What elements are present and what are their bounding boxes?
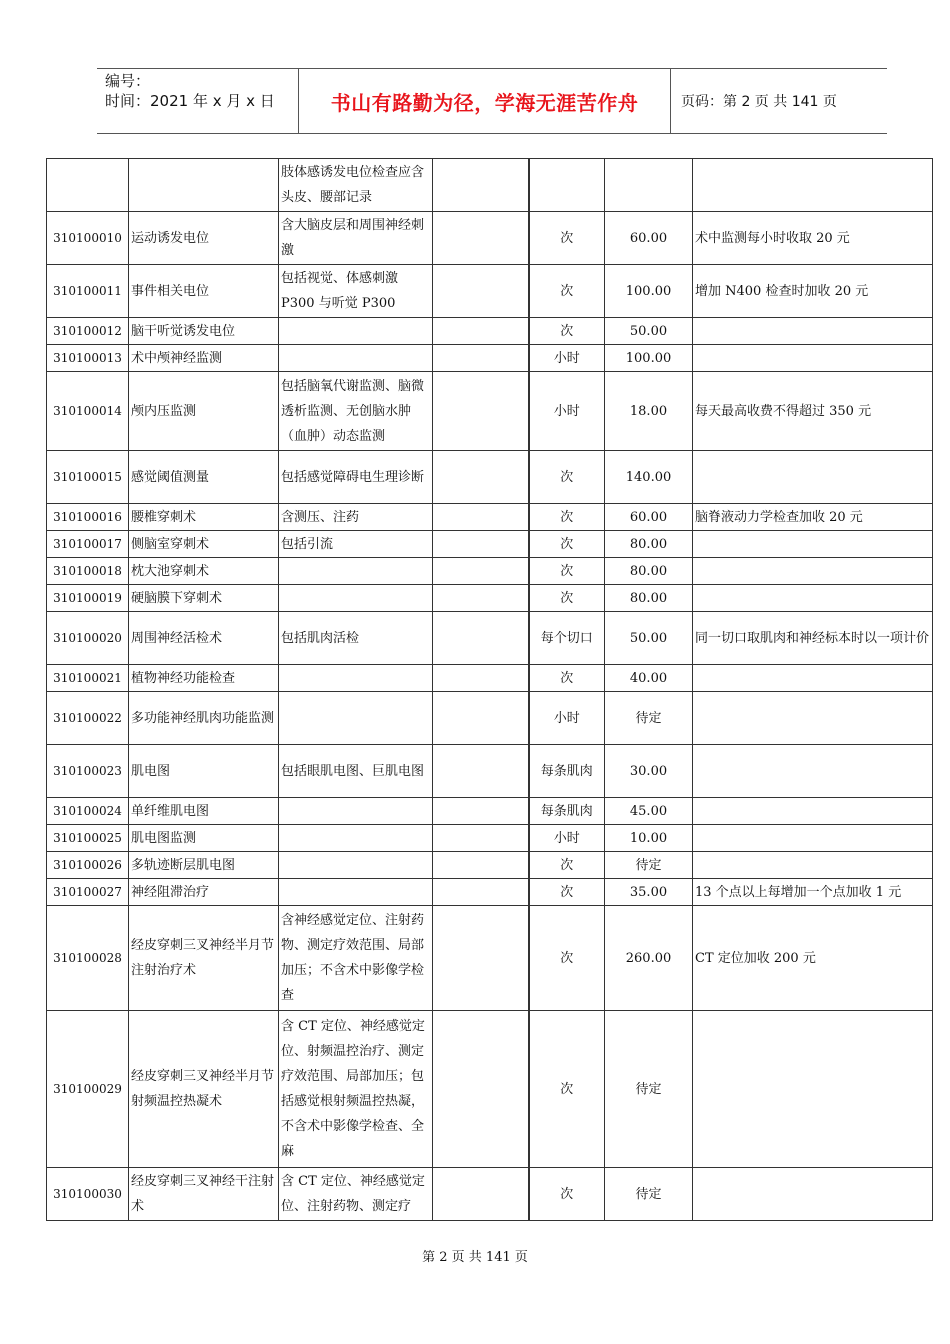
item-price-cell: 30.00 bbox=[605, 745, 693, 798]
item-name-cell: 硬脑膜下穿刺术 bbox=[129, 585, 279, 612]
item-note-cell bbox=[693, 318, 933, 345]
item-code-cell: 310100018 bbox=[47, 558, 129, 585]
item-exclusion-cell bbox=[433, 451, 529, 504]
item-price-cell: 100.00 bbox=[605, 265, 693, 318]
item-exclusion-cell bbox=[433, 345, 529, 372]
item-unit-cell: 次 bbox=[529, 852, 605, 879]
item-note-cell: 脑脊液动力学检查加收 20 元 bbox=[693, 504, 933, 531]
item-note-cell bbox=[693, 585, 933, 612]
item-code-cell: 310100011 bbox=[47, 265, 129, 318]
item-content-cell bbox=[279, 558, 433, 585]
item-note-cell bbox=[693, 159, 933, 212]
item-exclusion-cell bbox=[433, 1011, 529, 1168]
item-exclusion-cell bbox=[433, 212, 529, 265]
item-code-cell: 310100017 bbox=[47, 531, 129, 558]
item-exclusion-cell bbox=[433, 504, 529, 531]
item-content-cell: 包括脑氧代谢监测、脑微透析监测、无创脑水肿（血肿）动态监测 bbox=[279, 372, 433, 451]
table-row bbox=[47, 612, 933, 665]
item-name-cell: 经皮穿刺三叉神经半月节注射治疗术 bbox=[129, 906, 279, 1011]
item-content-cell: 含 CT 定位、神经感觉定位、射频温控治疗、测定疗效范围、局部加压；包括感觉根射频温控热凝，不含术中影像学检查、全麻 bbox=[279, 1011, 433, 1168]
item-unit-cell: 次 bbox=[529, 665, 605, 692]
item-name-cell: 枕大池穿刺术 bbox=[129, 558, 279, 585]
table-row bbox=[47, 372, 933, 451]
table-row bbox=[47, 318, 933, 345]
item-name-cell: 脑干听觉诱发电位 bbox=[129, 318, 279, 345]
item-content-cell: 含测压、注药 bbox=[279, 504, 433, 531]
item-content-cell bbox=[279, 585, 433, 612]
item-exclusion-cell bbox=[433, 692, 529, 745]
table-row bbox=[47, 1011, 933, 1168]
table-row bbox=[47, 451, 933, 504]
item-unit-cell: 次 bbox=[529, 265, 605, 318]
item-content-cell bbox=[279, 852, 433, 879]
item-unit-cell: 每条肌肉 bbox=[529, 745, 605, 798]
item-price-cell: 80.00 bbox=[605, 585, 693, 612]
item-unit-cell: 次 bbox=[529, 1011, 605, 1168]
item-note-cell bbox=[693, 692, 933, 745]
item-unit-cell: 次 bbox=[529, 504, 605, 531]
item-unit-cell: 小时 bbox=[529, 692, 605, 745]
item-note-cell bbox=[693, 345, 933, 372]
item-unit-cell: 小时 bbox=[529, 372, 605, 451]
item-code-cell: 310100016 bbox=[47, 504, 129, 531]
table-row bbox=[47, 585, 933, 612]
item-exclusion-cell bbox=[433, 825, 529, 852]
item-unit-cell: 小时 bbox=[529, 825, 605, 852]
item-name-cell: 经皮穿刺三叉神经干注射术 bbox=[129, 1168, 279, 1221]
item-name-cell bbox=[129, 159, 279, 212]
item-exclusion-cell bbox=[433, 318, 529, 345]
item-content-cell: 含 CT 定位、神经感觉定位、注射药物、测定疗 bbox=[279, 1168, 433, 1221]
item-price-cell: 260.00 bbox=[605, 906, 693, 1011]
item-exclusion-cell bbox=[433, 745, 529, 798]
table-row bbox=[47, 504, 933, 531]
item-content-cell bbox=[279, 798, 433, 825]
item-price-cell: 80.00 bbox=[605, 531, 693, 558]
table-row bbox=[47, 665, 933, 692]
table-row bbox=[47, 798, 933, 825]
item-name-cell: 颅内压监测 bbox=[129, 372, 279, 451]
item-price-cell: 待定 bbox=[605, 1168, 693, 1221]
item-unit-cell: 次 bbox=[529, 531, 605, 558]
page-header bbox=[97, 68, 887, 134]
item-note-cell: 每天最高收费不得超过 350 元 bbox=[693, 372, 933, 451]
item-exclusion-cell bbox=[433, 159, 529, 212]
item-price-cell: 18.00 bbox=[605, 372, 693, 451]
item-code-cell: 310100028 bbox=[47, 906, 129, 1011]
item-content-cell bbox=[279, 879, 433, 906]
table-row bbox=[47, 852, 933, 879]
item-unit-cell: 次 bbox=[529, 906, 605, 1011]
item-exclusion-cell bbox=[433, 372, 529, 451]
item-price-cell: 40.00 bbox=[605, 665, 693, 692]
item-code-cell: 310100023 bbox=[47, 745, 129, 798]
table-row bbox=[47, 1168, 933, 1221]
serial-label: 编号： bbox=[105, 72, 151, 90]
time-label: 时间：2021 年 x 月 x 日 bbox=[105, 92, 275, 110]
item-price-cell: 待定 bbox=[605, 1011, 693, 1168]
item-price-cell: 45.00 bbox=[605, 798, 693, 825]
item-content-cell bbox=[279, 345, 433, 372]
table-row bbox=[47, 692, 933, 745]
item-unit-cell: 次 bbox=[529, 879, 605, 906]
fee-table bbox=[46, 158, 933, 1221]
item-name-cell: 植物神经功能检查 bbox=[129, 665, 279, 692]
item-name-cell: 肌电图监测 bbox=[129, 825, 279, 852]
item-code-cell: 310100027 bbox=[47, 879, 129, 906]
item-exclusion-cell bbox=[433, 906, 529, 1011]
item-unit-cell: 小时 bbox=[529, 345, 605, 372]
item-note-cell: 术中监测每小时收取 20 元 bbox=[693, 212, 933, 265]
table-row bbox=[47, 265, 933, 318]
item-exclusion-cell bbox=[433, 852, 529, 879]
item-name-cell: 运动诱发电位 bbox=[129, 212, 279, 265]
item-note-cell bbox=[693, 852, 933, 879]
item-code-cell: 310100015 bbox=[47, 451, 129, 504]
item-name-cell: 多轨迹断层肌电图 bbox=[129, 852, 279, 879]
item-unit-cell: 次 bbox=[529, 212, 605, 265]
item-name-cell: 经皮穿刺三叉神经半月节射频温控热凝术 bbox=[129, 1011, 279, 1168]
table-row bbox=[47, 212, 933, 265]
item-content-cell: 含大脑皮层和周围神经刺激 bbox=[279, 212, 433, 265]
item-note-cell bbox=[693, 451, 933, 504]
item-content-cell: 含神经感觉定位、注射药物、测定疗效范围、局部加压；不含术中影像学检查 bbox=[279, 906, 433, 1011]
item-name-cell: 多功能神经肌肉功能监测 bbox=[129, 692, 279, 745]
table-row bbox=[47, 345, 933, 372]
item-name-cell: 侧脑室穿刺术 bbox=[129, 531, 279, 558]
item-code-cell: 310100020 bbox=[47, 612, 129, 665]
item-unit-cell: 每条肌肉 bbox=[529, 798, 605, 825]
item-exclusion-cell bbox=[433, 531, 529, 558]
item-note-cell: CT 定位加收 200 元 bbox=[693, 906, 933, 1011]
item-code-cell bbox=[47, 159, 129, 212]
table-row bbox=[47, 879, 933, 906]
item-note-cell bbox=[693, 1168, 933, 1221]
item-code-cell: 310100010 bbox=[47, 212, 129, 265]
item-unit-cell: 每个切口 bbox=[529, 612, 605, 665]
item-code-cell: 310100019 bbox=[47, 585, 129, 612]
item-price-cell: 140.00 bbox=[605, 451, 693, 504]
item-price-cell: 100.00 bbox=[605, 345, 693, 372]
item-price-cell bbox=[605, 159, 693, 212]
item-unit-cell: 次 bbox=[529, 585, 605, 612]
header-motto: 书山有路勤为径，学海无涯苦作舟 bbox=[299, 69, 671, 133]
item-content-cell bbox=[279, 318, 433, 345]
item-note-cell: 同一切口取肌肉和神经标本时以一项计价 bbox=[693, 612, 933, 665]
item-unit-cell: 次 bbox=[529, 1168, 605, 1221]
item-code-cell: 310100013 bbox=[47, 345, 129, 372]
item-exclusion-cell bbox=[433, 665, 529, 692]
item-content-cell: 包括眼肌电图、巨肌电图 bbox=[279, 745, 433, 798]
item-code-cell: 310100026 bbox=[47, 852, 129, 879]
table-row bbox=[47, 558, 933, 585]
item-code-cell: 310100025 bbox=[47, 825, 129, 852]
item-exclusion-cell bbox=[433, 265, 529, 318]
item-content-cell: 包括感觉障碍电生理诊断 bbox=[279, 451, 433, 504]
table-row bbox=[47, 906, 933, 1011]
item-price-cell: 60.00 bbox=[605, 212, 693, 265]
item-content-cell bbox=[279, 825, 433, 852]
item-unit-cell: 次 bbox=[529, 558, 605, 585]
item-content-cell: 肢体感诱发电位检查应含头皮、腰部记录 bbox=[279, 159, 433, 212]
item-exclusion-cell bbox=[433, 612, 529, 665]
item-note-cell bbox=[693, 665, 933, 692]
item-exclusion-cell bbox=[433, 558, 529, 585]
item-note-cell: 增加 N400 检查时加收 20 元 bbox=[693, 265, 933, 318]
item-note-cell bbox=[693, 745, 933, 798]
table-row bbox=[47, 745, 933, 798]
item-price-cell: 50.00 bbox=[605, 612, 693, 665]
item-price-cell: 50.00 bbox=[605, 318, 693, 345]
item-unit-cell bbox=[529, 159, 605, 212]
item-note-cell bbox=[693, 798, 933, 825]
page-footer: 第 2 页 共 141 页 bbox=[422, 1250, 528, 1265]
item-exclusion-cell bbox=[433, 798, 529, 825]
item-price-cell: 待定 bbox=[605, 692, 693, 745]
item-name-cell: 腰椎穿刺术 bbox=[129, 504, 279, 531]
table-row bbox=[47, 531, 933, 558]
item-name-cell: 单纤维肌电图 bbox=[129, 798, 279, 825]
item-note-cell: 13 个点以上每增加一个点加收 1 元 bbox=[693, 879, 933, 906]
header-page-info: 页码：第 2 页 共 141 页 bbox=[681, 94, 837, 110]
item-unit-cell: 次 bbox=[529, 451, 605, 504]
item-name-cell: 肌电图 bbox=[129, 745, 279, 798]
item-price-cell: 10.00 bbox=[605, 825, 693, 852]
item-content-cell: 包括引流 bbox=[279, 531, 433, 558]
item-content-cell: 包括肌肉活检 bbox=[279, 612, 433, 665]
item-price-cell: 80.00 bbox=[605, 558, 693, 585]
item-name-cell: 事件相关电位 bbox=[129, 265, 279, 318]
item-content-cell bbox=[279, 692, 433, 745]
item-code-cell: 310100014 bbox=[47, 372, 129, 451]
item-price-cell: 60.00 bbox=[605, 504, 693, 531]
item-code-cell: 310100021 bbox=[47, 665, 129, 692]
table-row bbox=[47, 825, 933, 852]
item-exclusion-cell bbox=[433, 585, 529, 612]
item-exclusion-cell bbox=[433, 1168, 529, 1221]
item-exclusion-cell bbox=[433, 879, 529, 906]
header-meta bbox=[97, 69, 299, 133]
item-code-cell: 310100012 bbox=[47, 318, 129, 345]
item-content-cell bbox=[279, 665, 433, 692]
item-name-cell: 感觉阈值测量 bbox=[129, 451, 279, 504]
item-price-cell: 35.00 bbox=[605, 879, 693, 906]
item-code-cell: 310100022 bbox=[47, 692, 129, 745]
item-name-cell: 周围神经活检术 bbox=[129, 612, 279, 665]
item-price-cell: 待定 bbox=[605, 852, 693, 879]
item-content-cell: 包括视觉、体感刺激P300 与听觉 P300 bbox=[279, 265, 433, 318]
item-note-cell bbox=[693, 1011, 933, 1168]
item-name-cell: 神经阻滞治疗 bbox=[129, 879, 279, 906]
item-code-cell: 310100024 bbox=[47, 798, 129, 825]
item-code-cell: 310100029 bbox=[47, 1011, 129, 1168]
item-name-cell: 术中颅神经监测 bbox=[129, 345, 279, 372]
item-note-cell bbox=[693, 825, 933, 852]
item-note-cell bbox=[693, 558, 933, 585]
item-unit-cell: 次 bbox=[529, 318, 605, 345]
item-code-cell: 310100030 bbox=[47, 1168, 129, 1221]
item-note-cell bbox=[693, 531, 933, 558]
table-row bbox=[47, 159, 933, 212]
